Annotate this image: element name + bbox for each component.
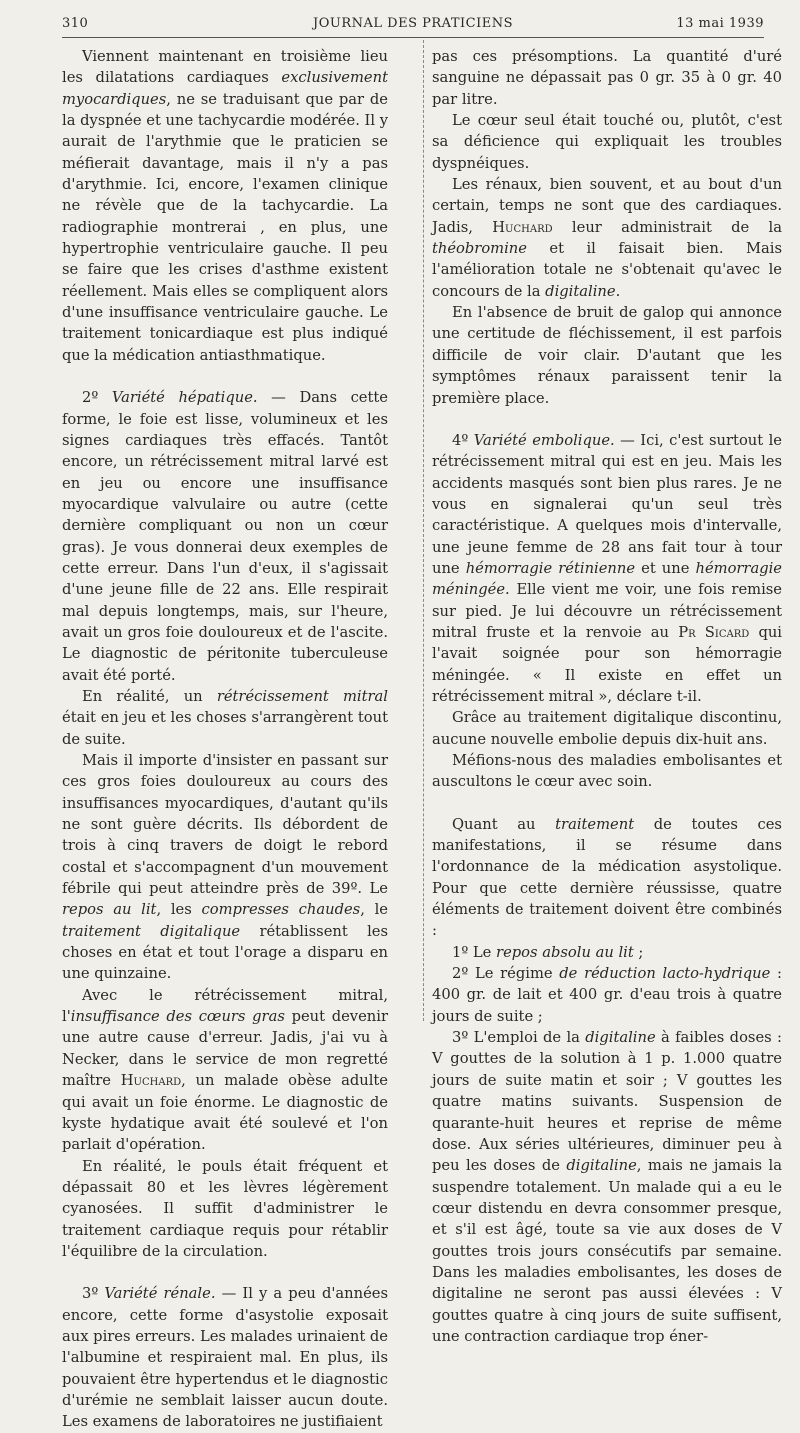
paragraph: pas ces présomptions. La quantité d'uré sanguine ne dépassait pas 0 gr. 35 à 0 gr. 40 par litre. [432, 48, 782, 108]
section-title: Variété rénale. [104, 1285, 216, 1303]
author-name: Pr Sicard [678, 623, 750, 641]
author-name: Huchard [120, 1072, 182, 1090]
paragraph: Viennent maintenant en troisième lieu les dilatations cardiaques exclusivement myocardiques, ne se traduisant que par de la dyspnée et une tachycardie modérée. Il y aurait de l'arythmie que le praticien se méfierait davantage, mais il n'y a pas d'arythmie. Ici, encore, l'examen clinique ne révèle que de la tachycardie. La radiographie montrerai , en plus, une hypertrophie ventriculaire gauche. Il peu se faire que les crises d'asthme existent réellement. Mais elles se compliquent alors d'une insuffisance ventriculaire gauche. Le traitement tonicardiaque est plus indiqué que la médication antiasthmatique. [62, 48, 388, 364]
paragraph: Les rénaux, bien souvent, et au bout d'un certain, temps ne sont que des cardiaques. Jadis, Huchard leur administrait de la théobromine et il faisait bien. Mais l'amélioration totale ne s'obtenait qu'avec le concours de la digitaline. [432, 176, 782, 300]
paragraph: Grâce au traitement digitalique discontinu, aucune nouvelle embolie depuis dix-huit ans. [432, 709, 782, 748]
paragraph: En réalité, le pouls était fréquent et dépassait 80 et les lèvres légèrement cyanosées. Il suffit d'administrer le traitement cardiaque requis pour rétablir l'équilibre de la circulation. [62, 1157, 388, 1260]
journal-title: JOURNAL DES PRATICIENS [313, 16, 513, 31]
right-column [432, 46, 782, 1347]
list-item: 1º Le repos absolu au lit ; [452, 943, 644, 961]
author-name: Huchard [492, 218, 553, 236]
column-divider [423, 40, 424, 1021]
left-column [62, 46, 388, 1433]
paragraph: Quant au traitement de toutes ces manifestations, il se résume dans l'ordonnance de la médication asystolique. Pour que cette dernière réussisse, quatre éléments de traitement doivent être combinés : [432, 815, 782, 940]
list-item: 2º Le régime de réduction lacto-hydrique : 400 gr. de lait et 400 gr. d'eau trois à quatre jours de suite ; [432, 965, 782, 1025]
section-title: Variété hépatique. [111, 389, 258, 407]
section-variete-renale: 3º Variété rénale. — Il y a peu d'années encore, cette forme d'asystolie exposait aux pires erreurs. Les malades urinaient de l'albumine et respiraient mal. En plus, ils pouvaient être hypertendus et le diagnostic d'urémie ne semblait laisser aucun doute. Les examens de laboratoires ne justifiaient [62, 1285, 389, 1431]
paragraph: Le cœur seul était touché ou, plutôt, c'est sa déficience qui expliquait les troubles dyspnéiques. [432, 112, 782, 172]
paragraph: En réalité, un rétrécissement mitral était en jeu et les choses s'arrangèrent tout de suite. [62, 687, 389, 748]
section-variete-hepatique: 2º Variété hépatique. — Dans cette forme, le foie est lisse, volumineux et les signes cardiaques très effacés. Tantôt encore, un rétrécissement mitral larvé est en jeu ou encore une insuffisance myocardique valvulaire ou autre (cette dernière compliquant ou non un cœur gras). Je vous donnerai deux exemples de cette erreur. Dans l'un d'eux, il s'agissait d'une jeune fille de 22 ans. Elle respirait mal depuis longtemps, mais, sur l'heure, avait un gros foie douloureux et de l'ascite. Le diagnostic de péritonite tuberculeuse avait été porté. [62, 389, 388, 684]
running-header [62, 16, 764, 38]
header-rule [62, 37, 764, 38]
section-title: Variété embolique. [473, 431, 615, 449]
paragraph: Méfions-nous des maladies embolisantes et auscultons le cœur avec soin. [432, 752, 782, 791]
paragraph: Mais il importe d'insister en passant sur ces gros foies douloureux au cours des insuffisances myocardiques, d'autant qu'ils ne sont guère décrits. Ils débordent de trois à cinq travers de doigt le rebord costal et s'accompagnent d'un mouvement fébrile qui peut atteindre près de 39º. Le repos au lit, les compresses chaudes, le traitement digitalique rétablissent les choses en état et tout l'orage a disparu en une quinzaine. [62, 752, 389, 983]
paragraph: En l'absence de bruit de galop qui annonce une certitude de fléchissement, il est parfois difficile de voir clair. D'autant que les symptômes rénaux paraissent tenir la première place. [432, 304, 782, 407]
issue-date: 13 mai 1939 [676, 16, 764, 31]
list-item: 3º L'emploi de la digitaline à faibles doses : V gouttes de la solution à 1 p. 1.000 quatre jours de suite matin et soir ; V gouttes les quatre matins suivants. Suspension de quarante-huit heures et reprise de même dose. Aux séries ultérieures, diminuer peu à peu les doses de digitaline, mais ne jamais la suspendre totalement. Un malade qui a eu le cœur distendu en devra consommer presque, et s'il est âgé, toute sa vie aux doses de V gouttes trois jours consécutifs par semaine. Dans les maladies embolisantes, les doses de digitaline ne seront pas aussi élevées : V gouttes quatre à cinq jours de suite suffisent, une contraction cardiaque trop éner- [432, 1029, 782, 1345]
section-variete-embolique: 4º Variété embolique. — Ici, c'est surtout le rétrécissement mitral qui est en jeu. Mais les accidents masqués sont bien plus rares. Je ne vous en signalerai qu'un seul très caractéristique. A quelques mois d'intervalle, une jeune femme de 28 ans fait tour à tour une hémorragie rétinienne et une hémorragie méningée. Elle vient me voir, une fois remise sur pied. Je lui découvre un rétrécissement mitral fruste et la renvoie au Pr Sicard qui l'avait soignée pour son hémorragie méningée. « Il existe en effet un rétrécissement mitral », déclare t-il. [432, 431, 783, 705]
paragraph: Avec le rétrécissement mitral, l'insuffisance des cœurs gras peut devenir une autre cause d'erreur. Jadis, j'ai vu à Necker, dans le service de mon regretté maître Huchard, un malade obèse adulte qui avait un foie énorme. Le diagnostic de kyste hydatique avait été soulevé et l'on parlait d'opération. [62, 986, 388, 1154]
page-number: 310 [62, 16, 89, 31]
